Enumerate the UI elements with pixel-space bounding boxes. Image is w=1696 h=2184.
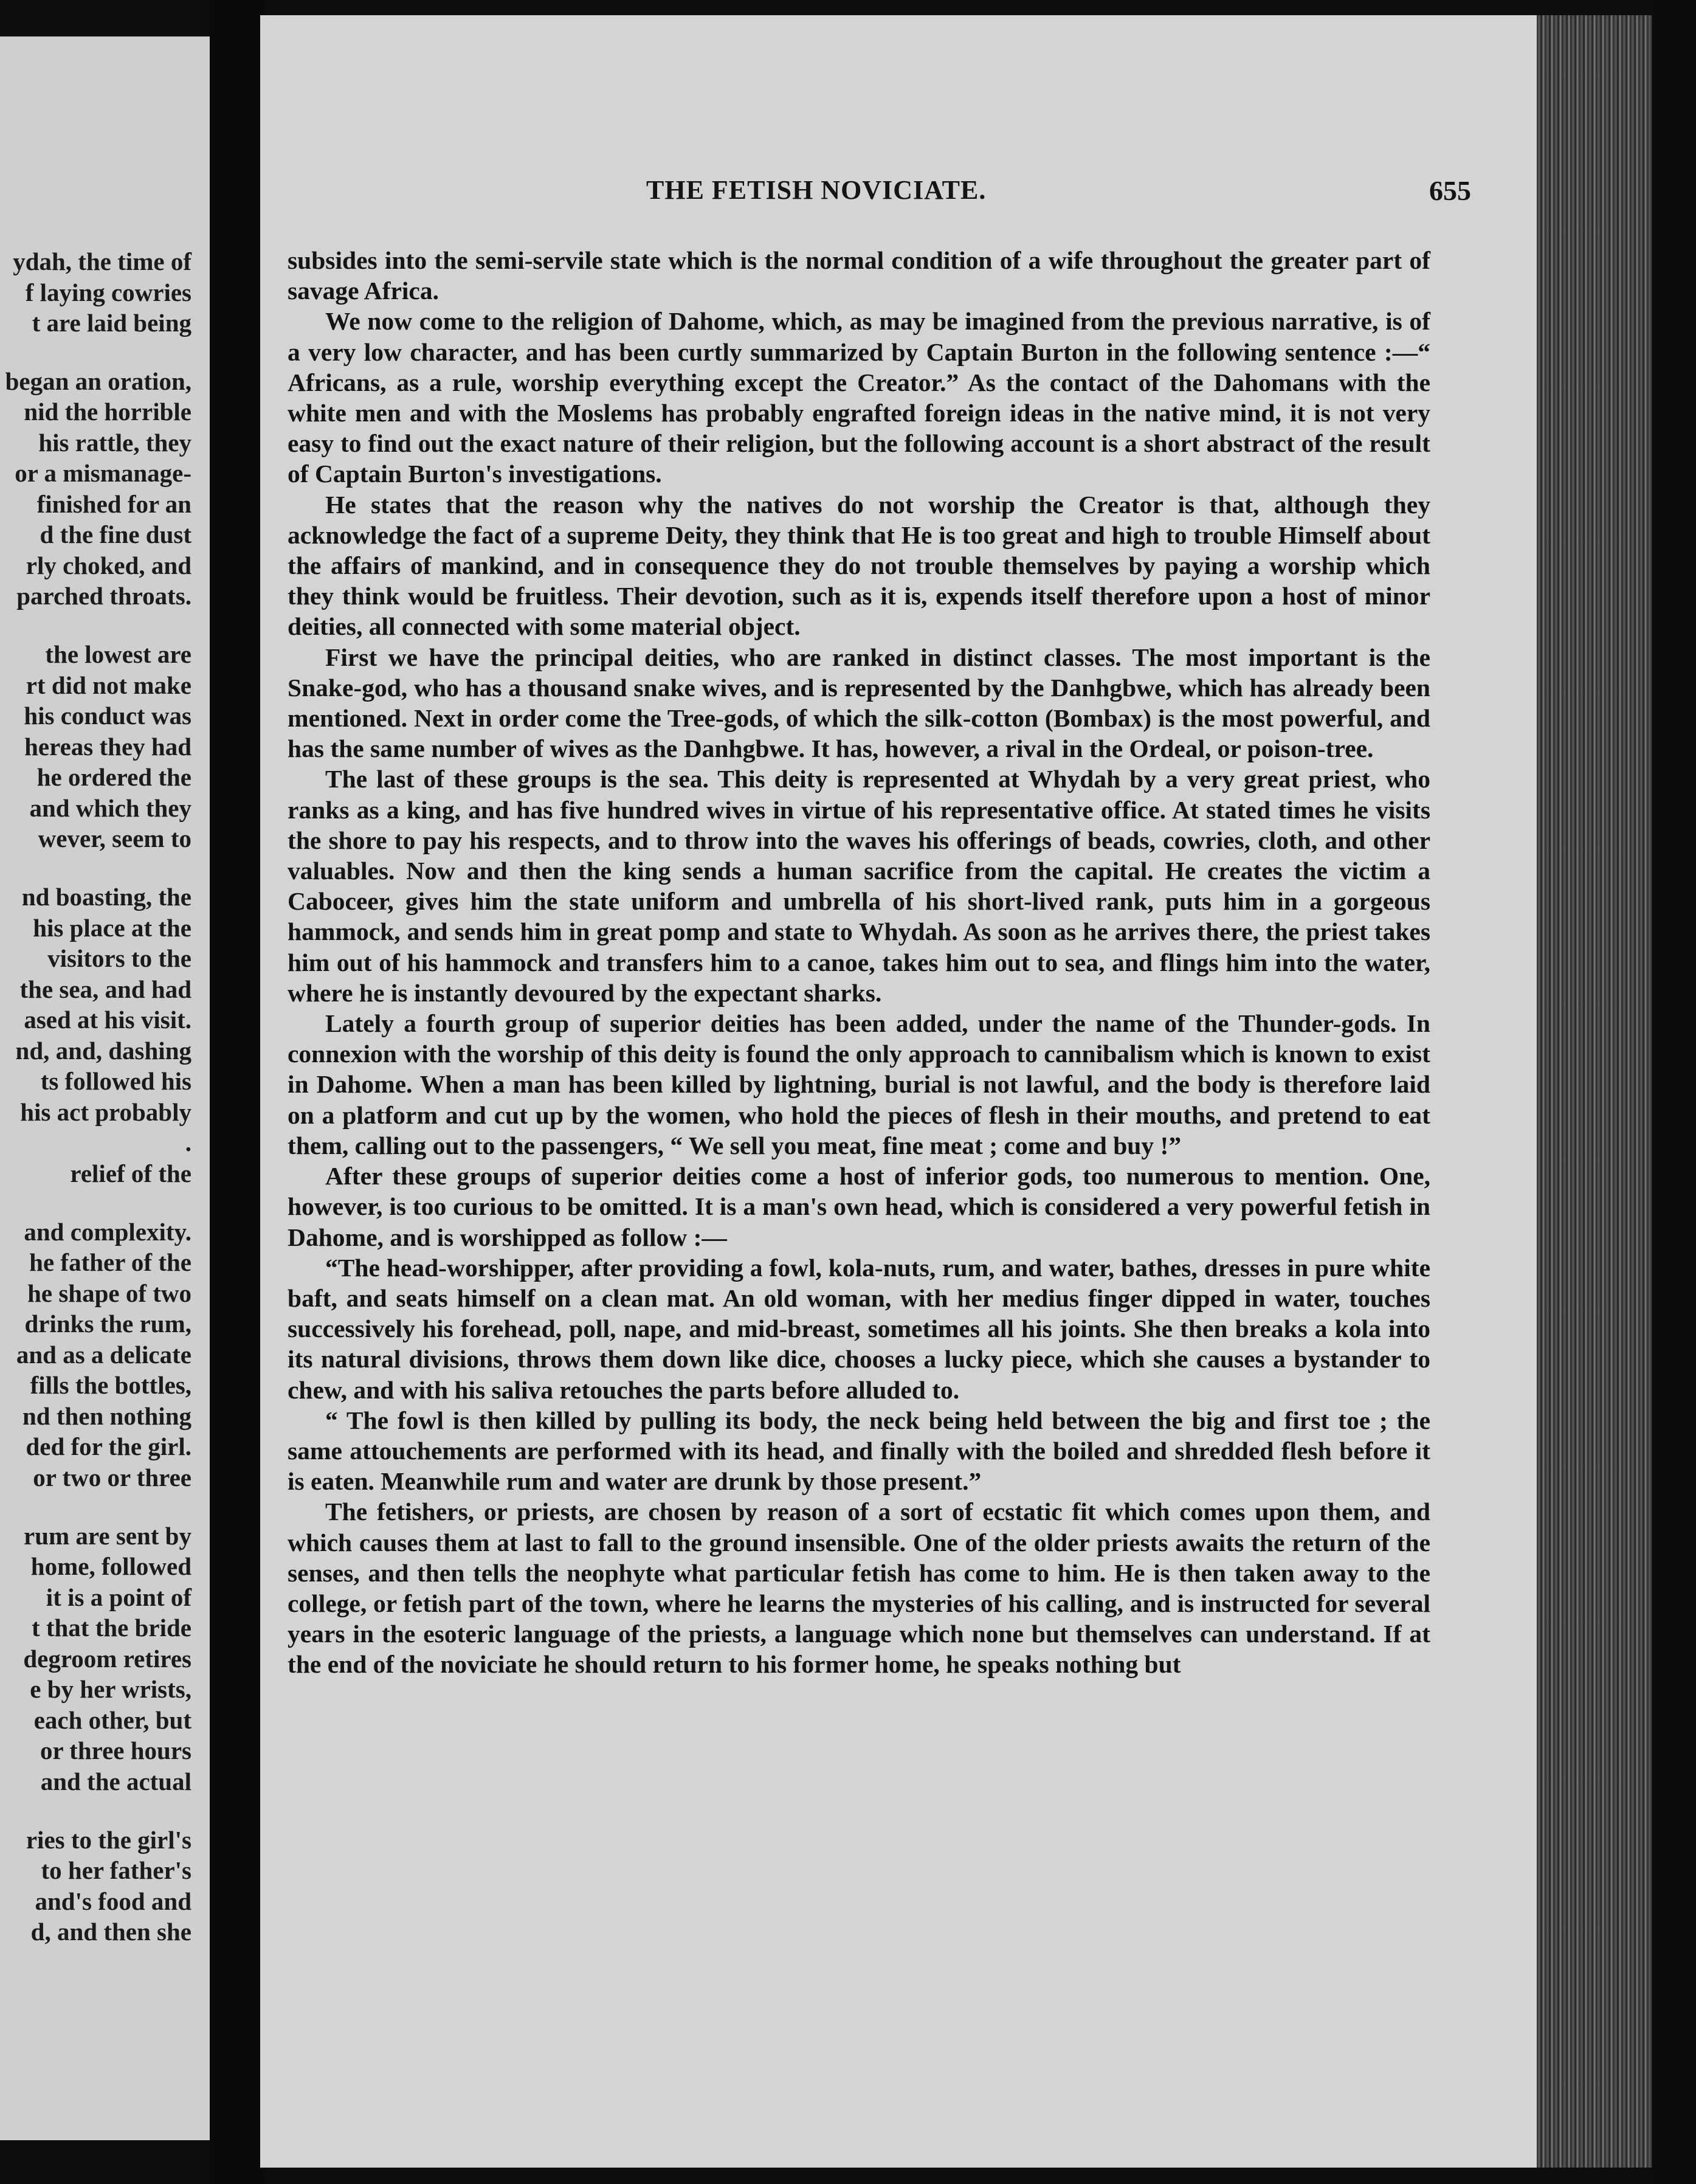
left-page-line: .: [185, 1128, 191, 1157]
left-page-line: and complexity.: [24, 1217, 191, 1246]
left-page-line: the sea, and had: [19, 975, 191, 1003]
left-page-line: drinks the rum,: [24, 1310, 191, 1338]
left-page-line: and which they: [29, 793, 191, 822]
quote-paragraph-2: “ The fowl is then killed by pulling its body, the neck being held between the big and first toe ; the same attouchements are performed with its head, and finally with the boiled and shredded flesh before it is eaten. Meanwhile rum and water are drunk by those present.”: [288, 1406, 1430, 1496]
left-page-line: t that the bride: [31, 1614, 191, 1642]
running-head: [260, 175, 1537, 211]
left-page-line: and as a delicate: [16, 1340, 191, 1369]
left-page-line: degroom retires: [23, 1644, 191, 1673]
paragraph-8: The fetishers, or priests, are chosen by reason of a sort of ecstatic fit which comes upon them, and which causes them at last to fall to the ground insensible. One of the older priests awaits the return of the senses, and then tells the neophyte what particular fetish has come to him. He is then taken away to the college, or fetish part of the town, where he learns the mysteries of his calling, and is instructed for several years in the esoteric language of the priests, a language which none but themselves can understand. If at the end of the noviciate he should return to his former home, he speaks nothing but: [288, 1498, 1430, 1679]
left-page-line: or three hours: [40, 1736, 191, 1765]
left-page-line: or two or three: [33, 1463, 191, 1491]
book-page: [260, 15, 1537, 2168]
left-page-line: his rattle, they: [38, 428, 191, 457]
left-page-line: hereas they had: [24, 732, 191, 761]
left-page-line: t are laid being: [32, 309, 191, 337]
left-page-line: and the actual: [40, 1767, 191, 1795]
left-page-line: his conduct was: [24, 702, 191, 730]
left-page-line: ased at his visit.: [24, 1006, 191, 1034]
left-page-line: ries to the girl's: [26, 1825, 191, 1854]
left-page-line: began an oration,: [5, 367, 191, 395]
left-page-line: f laying cowries: [25, 278, 191, 306]
left-page-line: nid the horrible: [24, 398, 191, 426]
left-page-line: home, followed: [30, 1552, 191, 1581]
running-title: THE FETISH NOVICIATE.: [646, 175, 987, 205]
left-page-line: parched throats.: [16, 582, 191, 610]
paragraph-5: The last of these groups is the sea. This deity is represented at Whydah by a very great priest, who ranks as a king, and has five hundred wives in virtue of his representative office. At stated times he visits the shore to pay his respects, and to throw into the waves his offerings of beads, cowries, cloth, and other valuables. Now and then the king sends a human sacrifice from the capital. He creates the victim a Caboceer, gives him the state uniform and umbrella of his short-lived rank, puts him in a gorgeous hammock, and sends him in great pomp and state to Whydah. As soon as he arrives there, the priest takes him out of his hammock and transfers him to a canoe, takes him out to sea, and flings him into the water, where he is instantly devoured by the expectant sharks.: [288, 765, 1430, 1007]
page-edges: [1537, 15, 1652, 2168]
paragraph-2: We now come to the religion of Dahome, which, as may be imagined from the previous narrative, is of a very low character, and has been curtly summarized by Captain Burton in the following sentence :—“ Africans, as a rule, worship everything except the Creator.” As the contact of the Dahomans with the white men and with the Moslems has probably engrafted foreign ideas in the native mind, it is not very easy to find out the exact nature of their religion, but the following account is a short abstract of the result of Captain Burton's investigations.: [288, 307, 1430, 488]
left-page-line: relief of the: [70, 1159, 191, 1187]
left-page-line: to her father's: [41, 1856, 191, 1885]
left-page-line: it is a point of: [46, 1583, 191, 1611]
book-gutter: [210, 0, 264, 2184]
left-page-line: he father of the: [29, 1248, 191, 1277]
left-page-line: he shape of two: [27, 1279, 191, 1307]
left-page-line: or a mismanage-: [15, 459, 191, 488]
left-page-line: rt did not make: [26, 671, 191, 699]
previous-page-fragment: [0, 36, 210, 2140]
left-page-line: nd boasting, the: [21, 883, 191, 911]
quote-paragraph-1: “The head-worshipper, after providing a fowl, kola-nuts, rum, and water, bathes, dresses in pure white baft, and seats himself on a clean mat. An old woman, with her medius finger dipped in water, touches successively his forehead, poll, nape, and mid-breast, sometimes all his joints. She then breaks a kola into its natural divisions, throws them down like dice, chooses a lucky piece, which she causes a bystander to chew, and with his saliva retouches the parts before alluded to.: [288, 1253, 1430, 1404]
paragraph-4: First we have the principal deities, who are ranked in distinct classes. The most important is the Snake-god, who has a thousand snake wives, and is represented by the Danhgbwe, which has already been mentioned. Next in order come the Tree-gods, of which the silk-cotton (Bombax) is the most powerful, and has the same number of wives as the Danhgbwe. It has, however, a rival in the Ordeal, or poison-tree.: [288, 643, 1430, 763]
left-page-line: ded for the girl.: [26, 1432, 191, 1461]
body-text: [288, 245, 1430, 1680]
left-page-line: finished for an: [36, 489, 191, 518]
paragraph-7: After these groups of superior deities come a host of inferior gods, too numerous to mention. One, however, is too curious to be omitted. It is a man's own head, which is considered a very powerful fetish in Dahome, and is worshipped as follow :—: [288, 1162, 1430, 1251]
left-page-line: each other, but: [33, 1705, 191, 1734]
paragraph-6: Lately a fourth group of superior deities has been added, under the name of the Thunder-gods. In connexion with the worship of this deity is found the only approach to cannibalism which is known to exist in Dahome. When a man has been killed by lightning, burial is not lawful, and the body is therefore laid on a platform and cut up by the women, who hold the pieces of flesh in their mouths, and pretend to eat them, calling out to the passengers, “ We sell you meat, fine meat ; come and buy !”: [288, 1009, 1430, 1159]
page-number: 655: [1429, 175, 1471, 206]
left-page-line: visitors to the: [47, 944, 191, 973]
left-page-line: and's food and: [35, 1887, 191, 1915]
left-page-line: fills the bottles,: [30, 1371, 191, 1400]
left-page-line: his place at the: [33, 913, 191, 942]
left-page-line: he ordered the: [36, 763, 191, 792]
left-page-line: d the fine dust: [40, 520, 191, 549]
left-page-line: ts followed his: [40, 1067, 191, 1096]
left-page-line: nd then nothing: [22, 1401, 191, 1430]
left-page-line: wever, seem to: [38, 824, 191, 853]
left-page-line: nd, and, dashing: [15, 1036, 191, 1065]
paragraph-3: He states that the reason why the natives do not worship the Creator is that, although they acknowledge the fact of a supreme Deity, they think that He is too great and high to trouble Himself about the affairs of mankind, and in consequence they do not trouble themselves by paying a worship which they think would be fruitless. Their devotion, such as it is, expends itself therefore upon a host of minor deities, all connected with some material object.: [288, 490, 1430, 641]
left-page-line: ydah, the time of: [13, 247, 191, 275]
left-page-line: the lowest are: [45, 640, 191, 669]
left-page-line: rly choked, and: [26, 551, 191, 579]
left-page-line: rum are sent by: [24, 1521, 191, 1550]
left-page-line: e by her wrists,: [30, 1675, 191, 1704]
book-cover-edge: [1652, 0, 1696, 2184]
left-page-line: d, and then she: [30, 1918, 191, 1946]
paragraph-1: subsides into the semi-servile state which is the normal condition of a wife throughout the greater part of savage Africa.: [288, 246, 1430, 305]
left-page-line: his act probably: [20, 1097, 191, 1126]
